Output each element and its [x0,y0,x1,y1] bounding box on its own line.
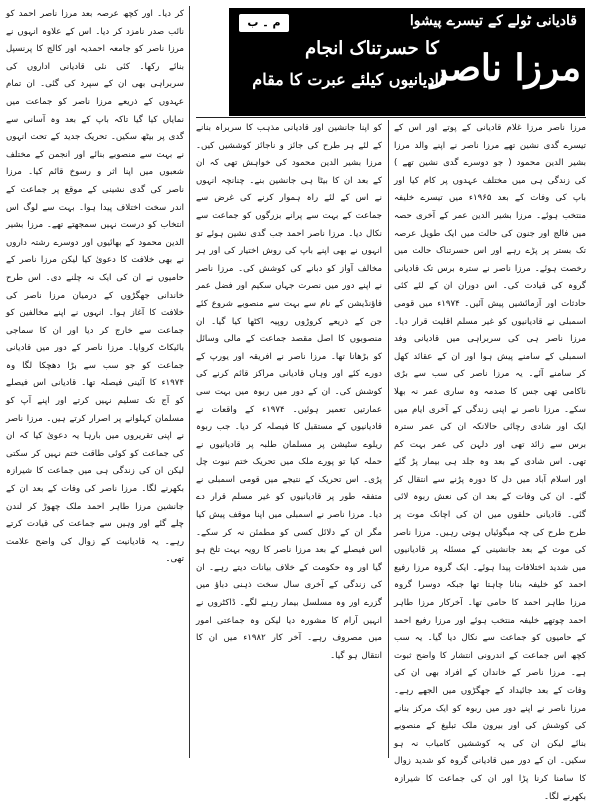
article-paragraph: مرزا ناصر مرزا غلام قادیانی کے پوتے اور اس کے تیسرے گدی نشین تھے مرزا ناصر نے اپنے والد مرزا بشیر الدین محمود ( جو دوسرے گدی نشین تھے ) کی زندگی ہی میں مختلف عہدوں پر کام کیا اور باپ کی وفات کے بعد ۱۹۶۵ء میں تیسرے خلیفہ منتخب ہوئے۔ مرزا بشیر الدین عمر کے آخری حصہ میں فالج اور جنون کی حالت میں ایک طویل عرصہ تک بستر پر پڑے رہے اور اس حسرتناک حالت میں رخصت ہوئے۔ مرزا ناصر نے سترہ برس تک قادیانی گروہ کی قیادت کی۔ اس دوران ان کے لئے کئی حادثات اور آزمائشیں پیش آئیں۔ ۱۹۷۴ء میں قومی اسمبلی نے قادیانیوں کو غیر مسلم اقلیت قرار دیا۔ مرزا ناصر ہی کی سربراہی میں قادیانی وفد اسمبلی کے سامنے پیش ہوا اور ان کے عقائد کھل کر سامنے آئے۔ یہ مرزا ناصر کی سب سے بڑی ناکامی تھی جس کا صدمہ وہ ساری عمر نہ بھلا سکے۔ مرزا ناصر نے اپنی زندگی کے آخری ایام میں ایک اور شادی رچائی حالانکہ ان کی عمر سترہ برس سے زائد تھی اور دلہن کی عمر بہت کم تھی۔ اس شادی کے بعد وہ جلد ہی بیمار پڑ گئے اور اسلام آباد میں دل کا دورہ پڑنے سے انتقال کر گئے۔ ان کی وفات کے بعد ان کی نعش ربوہ لائی گئی۔ قادیانی حلقوں میں ان کی اچانک موت پر طرح طرح کی چہ میگوئیاں ہوتی رہیں۔ مرزا ناصر کی موت کے بعد جانشینی کے مسئلہ پر قادیانیوں میں شدید اختلافات پیدا ہوئے۔ ایک گروہ مرزا رفیع احمد کو خلیفہ بنانا چاہتا تھا جبکہ دوسرا گروہ مرزا طاہر احمد کا حامی تھا۔ آخرکار مرزا طاہر احمد چوتھے خلیفہ منتخب ہوئے اور مرزا رفیع احمد کے حامیوں کو جماعت سے نکال دیا گیا۔ یہ سب کچھ اس جماعت کے اندرونی انتشار کا واضح ثبوت ہے۔ مرزا ناصر کے خاندان کے افراد بھی ان کی وفات کے بعد جائیداد کے جھگڑوں میں الجھے رہے۔ مرزا ناصر نے اپنے دور میں ربوہ کو ایک مرکز بنانے کی کوشش کی اور بیرون ملک تبلیغ کے منصوبے بنائے لیکن ان کی یہ کوششیں کامیاب نہ ہو سکیں۔ ان کے دور میں قادیانی گروہ کو شدید زوال کا سامنا کرنا پڑا اور ان کی جماعت کا شیرازہ بکھرنے لگا۔ [394,123,587,802]
headline-title: مرزا ناصر [430,47,581,89]
column-rule-left [189,6,190,758]
headline-rule [196,117,586,118]
byline-tag: م ۔ ب [239,14,289,32]
article-column-right [394,120,587,802]
article-column-middle [196,120,382,758]
article-column-left [6,6,184,758]
headline-box [229,8,585,116]
article-paragraph: کر دیا۔ اور کچھ عرصہ بعد مرزا ناصر احمد کو نائب صدر نامزد کر دیا۔ اس کے علاوہ انہوں نے مرزا ناصر کو جامعہ احمدیہ اور کالج کا پرنسپل بنائے رکھا۔ کئی نئی قادیانی اداروں کی سربراہی بھی ان کے سپرد کی گئی۔ ان تمام عہدوں کے ذریعے مرزا ناصر کو جماعت میں نمایاں کیا گیا تاکہ باپ کے بعد وہ آسانی سے گدی پر بیٹھ سکیں۔ تحریک جدید کے تحت انہوں نے بہت سے منصوبے بنائے اور انجمن کے مختلف شعبوں میں اپنا اثر و رسوخ قائم کیا۔ مرزا ناصر کی گدی نشینی کے موقع پر جماعت کے اندر سخت اختلاف پیدا ہوا۔ بہت سے لوگ اس انتخاب کو درست نہیں سمجھتے تھے۔ مرزا بشیر الدین محمود کے بھائیوں اور دوسرے رشتہ داروں نے بھی خلافت کا دعویٰ کیا لیکن مرزا ناصر کے حامیوں نے ان کی ایک نہ چلنے دی۔ اس طرح خاندانی جھگڑوں کے درمیان مرزا ناصر کی خلافت کا آغاز ہوا۔ انہوں نے اپنے مخالفین کو جماعت سے خارج کر دیا اور ان کا سماجی بائیکاٹ کروایا۔ مرزا ناصر کے دور میں قادیانی جماعت کو جو سب سے بڑا دھچکا لگا وہ ۱۹۷۴ء کا آئینی فیصلہ تھا۔ قادیانی اس فیصلے کو آج تک تسلیم نہیں کرتے اور اپنے آپ کو مسلمان کہلوانے پر اصرار کرتے ہیں۔ مرزا ناصر نے اپنی تقریروں میں بارہا یہ دعویٰ کیا کہ ان کی جماعت کو کوئی طاقت ختم نہیں کر سکتی لیکن ان کی زندگی ہی میں جماعت کا شیرازہ بکھرنے لگا۔ مرزا ناصر کی وفات کے بعد ان کے جانشین مرزا طاہر احمد ملک چھوڑ کر لندن چلے گئے اور وہیں سے جماعت کی قیادت کرتے رہے۔ یہ قادیانیت کے زوال کی واضح علامت تھی۔ [6,9,184,565]
headline-kicker: قادیانی ٹولے کے تیسرے پیشوا [409,13,577,29]
headline-subtitle-2: قادیانیوں کیلئے عبرت کا مقام [252,70,447,89]
headline-subtitle-1: کا حسرتناک انجام [305,38,439,59]
column-rule-right [388,120,389,758]
article-paragraph: کو اپنا جانشین اور قادیانی مذہب کا سربراہ بنانے کے لئے ہر طرح کی جائز و ناجائز کوششیں کیں۔ مرزا بشیر الدین محمود کی خواہش تھی کہ ان کے بعد ان کا بیٹا ہی جانشین بنے۔ چنانچہ انہوں نے اس کے لئے راہ ہموار کرنے کی غرض سے جماعت کے بہت سے پرانے بزرگوں کو جماعت سے نکال دیا۔ مرزا ناصر احمد جب گدی نشین ہوئے تو انہوں نے بھی اپنے باپ کی روش اختیار کی اور ہر مخالف آواز کو دبانے کی کوشش کی۔ مرزا ناصر نے اپنے دور میں نصرت جہاں سکیم اور فضل عمر فاؤنڈیشن کے نام سے بہت سے منصوبے شروع کئے جن کے ذریعے کروڑوں روپیہ اکٹھا کیا گیا۔ ان منصوبوں کا اصل مقصد جماعت کے مالی وسائل کو بڑھانا تھا۔ مرزا ناصر نے افریقہ اور یورپ کے دورے کئے اور وہاں قادیانی مراکز قائم کرنے کی کوشش کی۔ ان کے دور میں ربوہ میں بہت سی عمارتیں تعمیر ہوئیں۔ ۱۹۷۴ء کے واقعات نے قادیانیوں کے مستقبل کا فیصلہ کر دیا۔ جب ربوہ ریلوے سٹیشن پر مسلمان طلبہ پر قادیانیوں نے حملہ کیا تو پورے ملک میں تحریک ختم نبوت چل پڑی۔ اس تحریک کے نتیجے میں قومی اسمبلی نے متفقہ طور پر قادیانیوں کو غیر مسلم قرار دے دیا۔ مرزا ناصر نے اسمبلی میں اپنا موقف پیش کیا مگر ان کے دلائل کسی کو مطمئن نہ کر سکے۔ اس فیصلے کے بعد مرزا ناصر کا رویہ بہت تلخ ہو گیا اور وہ حکومت کے خلاف بیانات دیتے رہے۔ ان کی زندگی کے آخری سال سخت ذہنی دباؤ میں گزرے اور وہ مسلسل بیمار رہنے لگے۔ ڈاکٹروں نے انہیں آرام کا مشورہ دیا لیکن وہ جماعتی امور میں مصروف رہے۔ آخر کار ۱۹۸۲ء میں ان کا انتقال ہو گیا۔ [196,123,383,661]
